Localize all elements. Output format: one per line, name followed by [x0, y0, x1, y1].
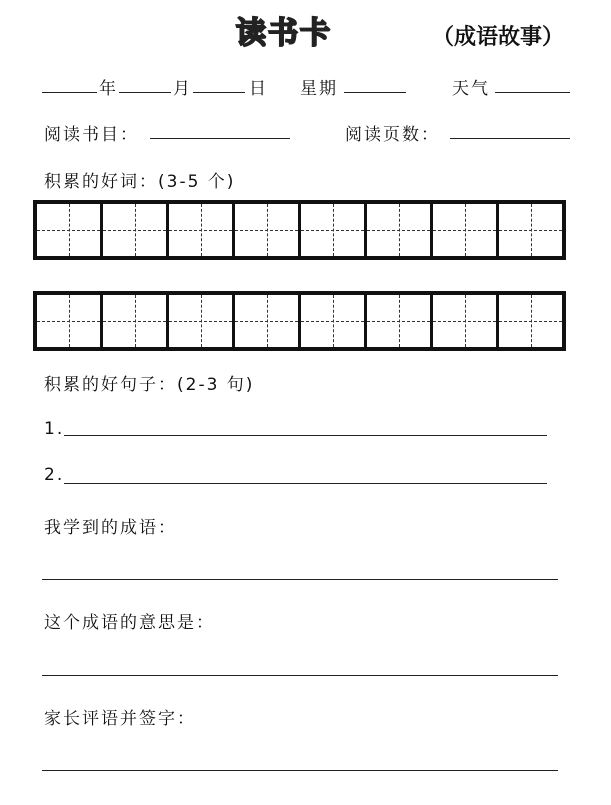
grid-cell[interactable]	[235, 295, 301, 347]
weekday-label: 星期	[300, 79, 338, 99]
pages-label: 阅读页数：	[345, 125, 440, 145]
card-subtitle: （成语故事）	[432, 24, 565, 50]
grid-cell[interactable]	[103, 295, 169, 347]
grid-cell[interactable]	[169, 204, 235, 256]
year-label: 年	[99, 79, 118, 99]
sentence-blank-2[interactable]	[64, 483, 547, 484]
grid-cell[interactable]	[103, 204, 169, 256]
idiom-blank[interactable]	[42, 579, 558, 580]
pages-blank[interactable]	[450, 138, 570, 139]
sentence-number: 1.	[44, 419, 65, 439]
month-blank[interactable]	[119, 92, 171, 93]
grid-cell[interactable]	[301, 295, 367, 347]
grid-cell[interactable]	[499, 204, 562, 256]
grid-cell[interactable]	[499, 295, 562, 347]
year-blank[interactable]	[42, 92, 97, 93]
grid-cell[interactable]	[169, 295, 235, 347]
sentence-number: 2.	[44, 465, 65, 485]
weather-label: 天气	[452, 79, 490, 99]
meaning-label: 这个成语的意思是：	[44, 613, 215, 633]
weather-blank[interactable]	[495, 92, 570, 93]
day-blank[interactable]	[193, 92, 245, 93]
weekday-blank[interactable]	[344, 92, 406, 93]
grid-cell[interactable]	[367, 295, 433, 347]
grid-cell[interactable]	[433, 295, 499, 347]
parent-comment-label: 家长评语并签字：	[44, 709, 196, 729]
grid-cell[interactable]	[367, 204, 433, 256]
book-label: 阅读书目：	[44, 125, 139, 145]
grid-cell[interactable]	[433, 204, 499, 256]
word-grid-2[interactable]	[33, 291, 566, 351]
grid-cell[interactable]	[37, 295, 103, 347]
sentences-label: 积累的好句子：(2-3 句)	[44, 375, 255, 395]
words-label: 积累的好词：(3-5 个)	[44, 172, 236, 192]
sentence-blank-1[interactable]	[64, 435, 547, 436]
grid-cell[interactable]	[235, 204, 301, 256]
grid-cell[interactable]	[37, 204, 103, 256]
month-label: 月	[173, 79, 192, 99]
meaning-blank[interactable]	[42, 675, 558, 676]
word-grid-1[interactable]	[33, 200, 566, 260]
parent-comment-blank[interactable]	[42, 770, 558, 771]
day-label: 日	[249, 79, 268, 99]
idiom-label: 我学到的成语：	[44, 518, 177, 538]
book-blank[interactable]	[150, 138, 290, 139]
grid-cell[interactable]	[301, 204, 367, 256]
card-title: 读书卡	[236, 16, 332, 51]
